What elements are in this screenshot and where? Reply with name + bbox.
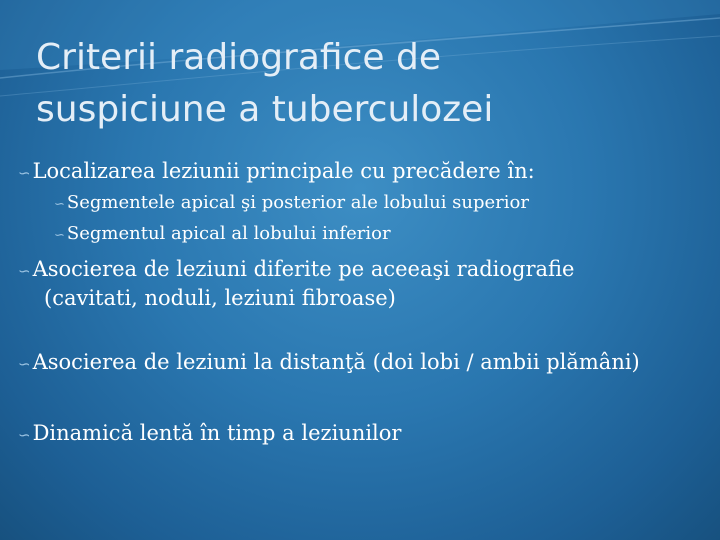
bullet-text: Segmentele apical şi posterior ale lobului superior (66, 192, 529, 213)
bullet-text: Asocierea de leziuni la distanţă (doi lobi / ambii plămâni) (32, 350, 640, 374)
wave-bullet-icon: ∽ (54, 197, 65, 212)
wave-bullet-icon: ∽ (18, 355, 31, 373)
bullet-asocierea-distanta (18, 349, 640, 378)
wave-bullet-icon: ∽ (18, 262, 31, 280)
bullet-text: Segmentul apical al lobului inferior (66, 223, 391, 244)
bullet-dinamica (18, 420, 401, 449)
wave-bullet-icon: ∽ (54, 228, 65, 243)
sub-bullet-segmente-superior (54, 191, 529, 217)
sub-bullet-segment-inferior (54, 222, 391, 248)
bullet-localizare (18, 158, 535, 187)
bullet-text: Localizarea leziunii principale cu precădere în: (32, 159, 535, 183)
wave-bullet-icon: ∽ (18, 164, 31, 182)
wave-bullet-icon: ∽ (18, 426, 31, 444)
bullet-asocierea-diferite (18, 256, 574, 285)
slide-title (36, 32, 676, 136)
title-line-2: suspiciune a tuberculozei (36, 89, 494, 130)
bullet-text: Dinamică lentă în timp a leziunilor (32, 421, 402, 445)
bullet-continuation: (cavitati, noduli, leziuni fibroase) (44, 286, 396, 310)
bullet-text: Asocierea de leziuni diferite pe aceeaşi radiografie (32, 257, 575, 281)
title-line-1: Criterii radiografice de (36, 37, 441, 78)
